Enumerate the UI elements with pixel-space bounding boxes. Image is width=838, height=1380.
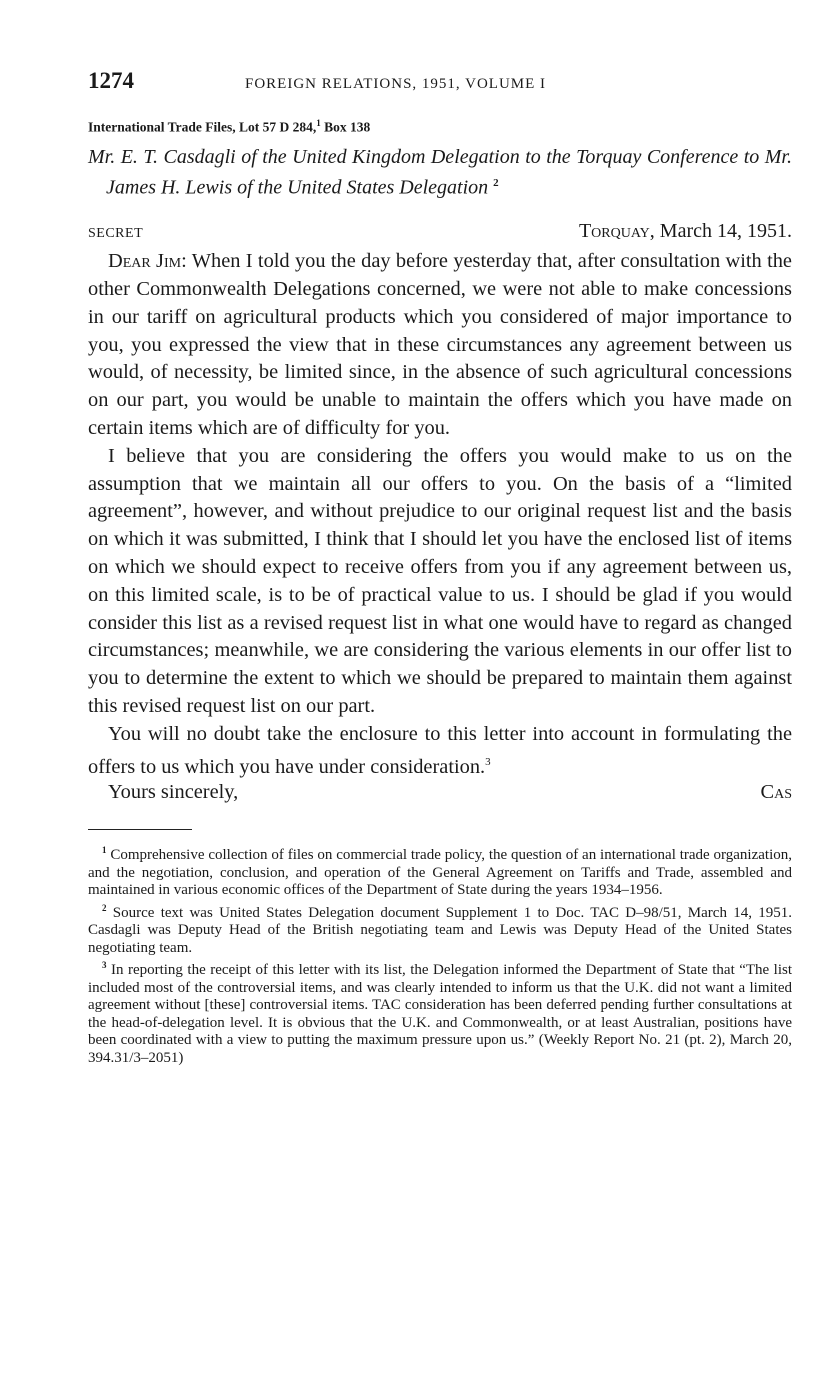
footnote-2 (88, 900, 792, 958)
place-name: Torquay (578, 220, 650, 243)
footnote-mark: 2 (102, 902, 107, 913)
place-date (579, 220, 792, 243)
footnote-mark: 1 (102, 845, 107, 856)
footnote-text: In reporting the receipt of this letter with its list, the Delegation informed the Department of State that “The list included most of the controversial items, and was clearly intended to inform us that the U.K. did not want a limited agreement without [these] controversial items. TAC consideration has been deferred pending further consultations at the head-of-delegation level. It is obvious that the U.K. and Commonwealth, or at least Australian, positions have been coordinated with a view to putting the maximum pressure upon us.” (Weekly Report No. 21 (pt. 2), March 20, 394.31/3–2051) (88, 962, 793, 1066)
complimentary-close: Yours sincerely, (108, 781, 239, 804)
letter-paragraph-1 (88, 248, 792, 443)
signature: Cas (760, 781, 792, 804)
footnote-ref-2: 2 (493, 176, 499, 189)
footnote-mark: 3 (102, 960, 107, 971)
footnote-divider (88, 829, 192, 830)
salutation-punct: : (181, 250, 187, 273)
footnote-ref-3: 3 (485, 755, 491, 768)
letter-paragraph-3 (88, 721, 792, 781)
page-number: 1274 (88, 68, 134, 93)
document-title (88, 144, 792, 201)
salutation: Dear Jim (108, 250, 182, 273)
source-box: Box 138 (320, 119, 371, 135)
letter-closing (88, 781, 792, 809)
running-head: FOREIGN RELATIONS, 1951, VOLUME I (245, 76, 547, 92)
dateline (88, 220, 792, 248)
letter-date: , March 14, 1951. (649, 220, 792, 243)
document-page (88, 68, 792, 1067)
letter-paragraph-2: I believe that you are considering the offers you would make to us on the assumption that we maintain all our offers to you. On the basis of a “limited agreement”, however, and without prejudice to our original request list and the basis on which it was submitted, I think that I should let you have the enclosed list of items on which we should expect to receive offers from you if any agreement between us, on this limited scale, is to be of practical value to us. I should be glad if you would consider this list as a revised request list in what one would have to regard as changed circumstances; meanwhile, we are considering the various elements in our offer list to you to determine the extent to which we should be prepared to maintain them against this revised request list on our part. (88, 444, 792, 717)
footnotes (88, 842, 792, 1067)
footnote-text: Comprehensive collection of files on commercial trade policy, the question of an international trade organization, and the negotiation, conclusion, and operation of the General Agreement on Tariffs and Trade, assembled and maintained in various economic offices of the Department of State during the years 1934–1956. (88, 847, 792, 899)
paragraph-1-text: When I told you the day before yesterday that, after consultation with the other Commonwealth Delegations concerned, we were not able to make concessions in our tariff on agricultural products which you considered of major importance to you, you expressed the view that in these circumstances any agreement between us would, of necessity, be limited since, in the absence of such agricultural concessions on our part, you would be unable to maintain the offers which you have made on certain items which are of difficulty for you. (88, 250, 792, 439)
source-citation (88, 118, 792, 136)
footnote-1 (88, 842, 792, 900)
footnote-3 (88, 957, 792, 1067)
document-title-text: Mr. E. T. Casdagli of the United Kingdom Delegation to the Torquay Conference to Mr. James H. Lewis of the United States Delegation (88, 145, 792, 199)
footnote-ref-1: 1 (316, 118, 321, 128)
paragraph-3-text: You will no doubt take the enclosure to this letter into account in formulating the offers to us which you have under consideration. (88, 722, 792, 778)
source-text: International Trade Files, Lot 57 D 284, (88, 119, 317, 135)
footnote-text: Source text was United States Delegation document Supplement 1 to Doc. TAC D–98/51, March 14, 1951. Casdagli was Deputy Head of the British negotiating team and Lewis was Deputy Head of the United States negotiating team. (88, 904, 792, 956)
page-header (88, 68, 792, 104)
classification-label: SECRET (88, 226, 144, 242)
